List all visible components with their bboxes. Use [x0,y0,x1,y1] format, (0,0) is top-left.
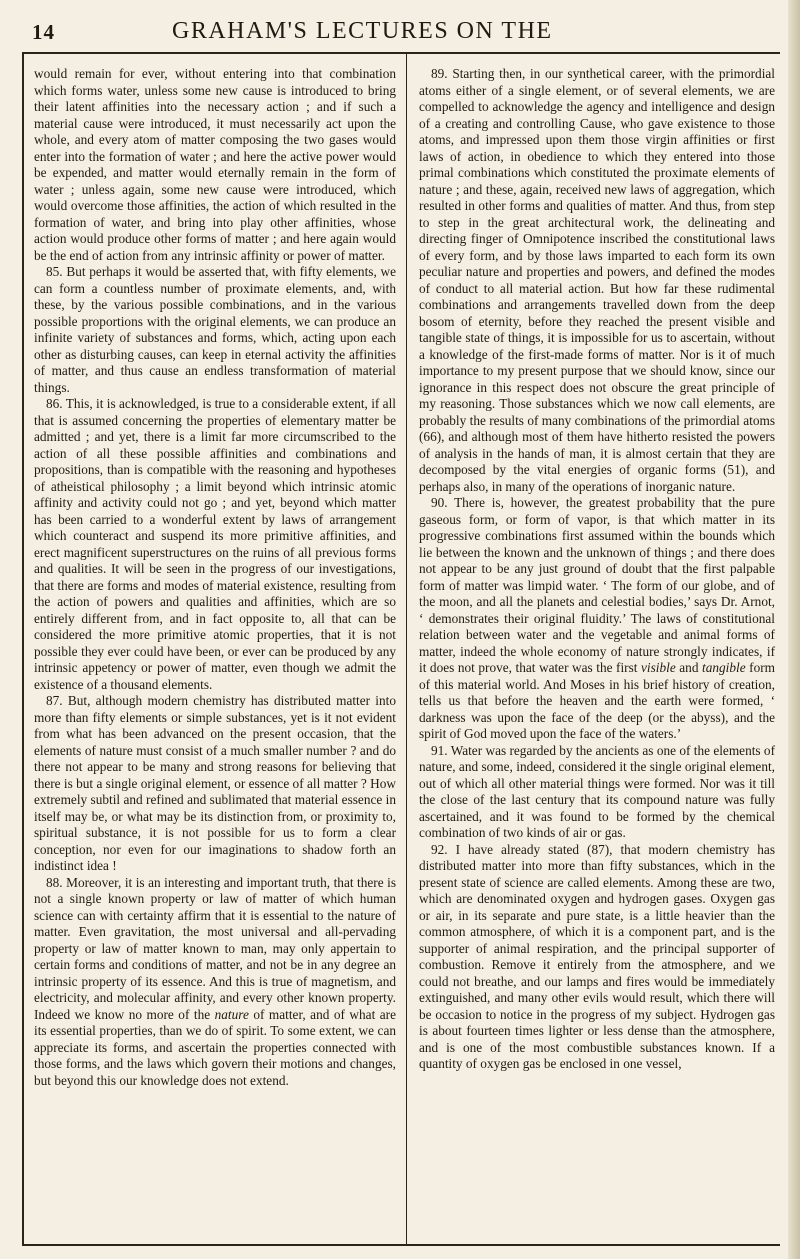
paragraph-number: 91. [431,742,451,758]
paragraph-text: I have already stated (87), that modern chemistry has distributed matter into more than fifty substances, which in the present state of science are called elements. Among these are two, which are denominated oxygen and hydrogen gases. Oxygen gas or air, in its separate and pure state, is a little heavier than the common atmosphere, of which it is a component part, and is the supporter of animal respiration, and the principal supporter of combustion. Remove it entirely from the atmosphere, and we could not breathe, and our lamps and fires would be immediately extinguished, and many other evils would result, which there will be occasion to notice in the progress of my subject. Hydrogen gas is about fourteen times lighter or less dense than the atmosphere, and is one of the most combustible substances known. If a quantity of oxygen gas be enclosed in one vessel, [419,841,775,1071]
paragraph-text: There is, however, the greatest probability that the pure gaseous form, or form of vapor, is that which matter in its progressive combinations first assumed within the bounds which lie between the known and the unknown of things ; and there does not appear to be any just ground of doubt that the first palpable form of matter was limpid water. ‘ The form of our globe, and of the moon, and all the planets and celestial bodies,’ says Dr. Arnot, ‘ demonstrates their original fluidity.’ The laws of constitutional relation between water and the vegetable and animal forms of matter, indeed the whole economy of nature strongly indicates, if it does not prove, that water was the first visible and tangible form of this material world. And Moses in his brief history of creation, tells us that before the heaven and the earth were formed, ‘ darkness was upon the face of the deep (or the abyss), and the spirit of God moved upon the face of the waters.’ [419,495,775,741]
paragraph-text: Water was regarded by the ancients as one of the elements of nature, and some, indeed, considered it the single original element, out of which all other material things were formed. Nor was it till the close of the last century that its compound nature was fully ascertained, and it was found to be formed by the chemical combination of two kinds of air or gas. [419,742,775,840]
paragraph-number: 88. [46,874,67,890]
paragraph [34,264,396,396]
paragraph [419,842,775,1073]
paragraph-number: 92. [431,841,456,857]
page-number: 14 [32,20,55,44]
paragraph-text: would remain for ever, without entering into that combination which forms water, unless some new cause is introduced to bring their latent affinities into the necessary action ; and if such a material cause were introduced, it must necessarily act upon the whole, and every atom of matter composing the two gases would enter into the formation of water ; and here the active power would be expended, and matter would eternally remain in the form of water ; unless again, some new cause were introduced, which would overcome those affinities, the action of which resulted in the formation of water, and bring into play other affinities, whose action would produce other forms of matter ; and here again would be the end of action from any intrinsic affinity or power of matter. [34,66,396,263]
paragraph-number: 89. [431,66,453,81]
paragraph [419,743,775,842]
paragraph-text: Moreover, it is an interesting and important truth, that there is not a single known property or law of matter of which human science can with certainty affirm that it is essential to the nature of matter. Even gravitation, the most universal and all-pervading property or law of matter known to man, may only appertain to certain forms and conditions of matter, and not be in any degree an intrinsic property of its essence. And this is true of magnetism, and electricity, and molecular affinity, and every other known property. Indeed we know no more of the nature of matter, and of what are its essential properties, than we do of spirit. To some extent, we can appreciate its forms, and ascertain the properties connected with those forms, and the laws which govern their motions and changes, but beyond this our knowledge does not extend. [34,874,396,1088]
paragraph-number: 86. [46,396,66,411]
paragraph [419,66,775,495]
footer-rule [22,1244,780,1246]
right-column-text [407,54,781,1073]
running-title: GRAHAM'S LECTURES ON THE [172,18,553,44]
paragraph-number: 90. [431,495,455,510]
paragraph [419,495,775,743]
left-column-text [24,54,404,1089]
paragraph [34,396,396,693]
book-page [22,14,780,1246]
paragraph [34,66,396,264]
paragraph-text: But, although modern chemistry has distributed matter into more than fifty elements or simple substances, yet is it not evident from what has been advanced on the present occasion, that the elements of nature must consist of a much smaller number ? and do there not appear to be many and strong reasons for believing that there is but a single original element, or essence of all matter ? How extremely subtil and refined and sublimated that material essence in itself may be, or what may be its distinction from, or proximity to, spiritual substance, it is not possible for us to form a clear conception, nor even for our imaginations to shadow forth an indistinct idea ! [34,693,396,873]
paragraph [34,875,396,1090]
page-header [22,14,780,54]
paragraph-text: But perhaps it would be asserted that, with fifty elements, we can form a countless number of proximate elements, and, with these, by the various possible combinations, and in the various possible proportions with the original elements, we can produce an infinite variety of substances and forms, which, acting upon each other as disturbing causes, can keep in eternal activity the affinities of matter, and thus cause an endless transformation of material things. [34,264,396,395]
paragraph-text: This, it is acknowledged, is true to a considerable extent, if all that is assumed concerning the properties of elementary matter be admitted ; and yet, there is a limit far more circumscribed to the action of all these possible affinities and combinations and propositions, than is compatible with the reasoning and hypotheses of atheistical philosophy ; a limit beyond which intrinsic atomic affinity and activity could not go ; and yet, beyond which matter has been carried to a wonderful extent by laws of arrangement which counteract and suspend its more primitive affinities, and erect magnificent superstructures on the ruins of all previous forms and qualities. It will be seen in the progress of our investigations, that there are forms and modes of material existence, resulting from the action of powers and qualities and affinities, which are so entirely different from, and in fact opposite to, all that can be considered the more primitive atomic properties, that it is not possible they ever could have been, or ever can be produced by any intrinsic appetency or power of matter, even though we admit the existence of a thousand elements. [34,396,396,692]
page-edge [788,0,800,1259]
paragraph [34,693,396,875]
paragraph-number: 87. [46,693,68,708]
paragraph-text: Starting then, in our synthetical career, with the primordial atoms either of a single element, or of several elements, we are compelled to acknowledge the agency and intelligence and design of a creating and controlling Cause, who gave existence to those atoms, and impressed upon them those virgin affinities or first laws of action, in obedience to which they entered into those primal combinations which constituted the proximate elements of nature ; and these, again, received new laws of aggregation, which resulted in other forms and qualities of matter. And thus, from step to step in the great architectural work, the delineating and directing finger of Omnipotence inscribed the constitutional laws of every form, and by those laws imparted to each form its own peculiar nature and properties and powers, and defined the modes of conduct to all material action. But how far these rudimental combinations and arrangements travelled down from the deep bosom of eternity, before they reached the present visible and tangible state of things, it is impossible for us to ascertain, without a knowledge of the first-made forms of matter. Nor is it of much importance to my present purpose that we should know, since our ignorance in this respect does not obscure the great principle of my reasoning. Those substances which we now call elements, are probably the results of many combinations of the primordial atoms (66), and although most of them have hitherto resisted the powers of analysis in the hands of man, it is almost certain that they are decomposed by the vital energies of organic forms (51), and perhaps also, in many of the operations of inorganic nature. [419,66,775,494]
right-column [406,54,781,1244]
left-column [22,54,404,1244]
paragraph-number: 85. [46,264,67,279]
